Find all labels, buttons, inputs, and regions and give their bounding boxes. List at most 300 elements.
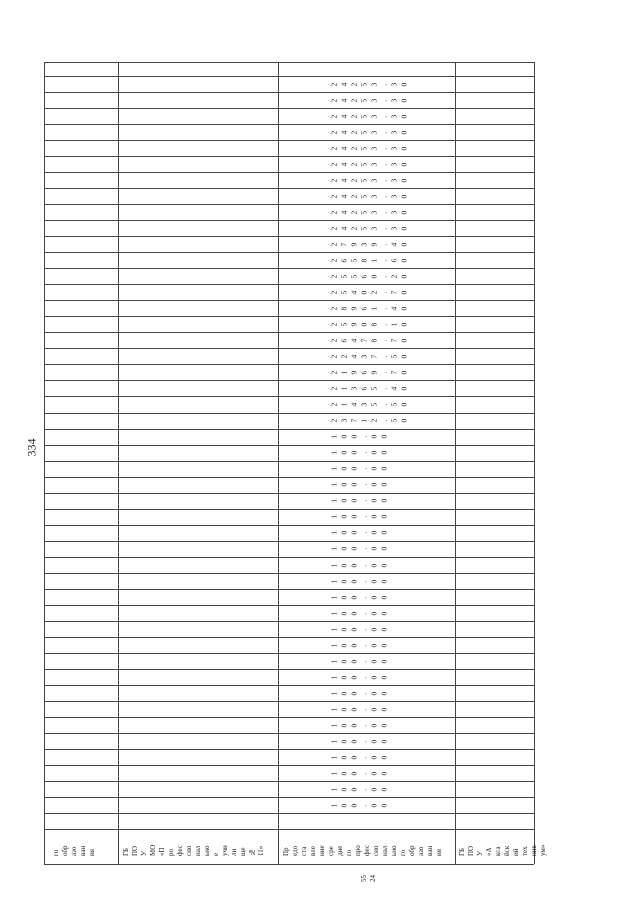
cell-char: 0 bbox=[339, 739, 349, 744]
cell-char: . bbox=[379, 323, 389, 326]
cell-char: 0 bbox=[369, 563, 379, 568]
row-separator bbox=[44, 461, 534, 462]
cell-char: . bbox=[359, 516, 369, 519]
cell-char: 3 bbox=[339, 419, 349, 423]
header-text: ГБ bbox=[458, 847, 466, 856]
header-text: У bbox=[140, 851, 148, 856]
table-cell-value bbox=[330, 77, 408, 92]
cell-char: 0 bbox=[349, 691, 359, 696]
cell-char: 1 bbox=[329, 739, 339, 744]
cell-char: 0 bbox=[369, 515, 379, 519]
table-cell-value bbox=[330, 638, 388, 653]
cell-char: 7 bbox=[359, 338, 369, 343]
row-separator bbox=[44, 669, 534, 670]
header-text: Пр bbox=[282, 847, 290, 856]
row-separator bbox=[44, 749, 534, 750]
cell-char: 0 bbox=[379, 499, 389, 503]
cell-char: 0 bbox=[349, 643, 359, 648]
table-cell-value bbox=[330, 173, 408, 188]
cell-char: 2 bbox=[349, 98, 359, 103]
cell-char: 8 bbox=[359, 258, 369, 263]
table-cell-value bbox=[330, 542, 388, 557]
row-separator bbox=[44, 653, 534, 654]
row-separator bbox=[44, 140, 534, 141]
cell-char: . bbox=[379, 115, 389, 118]
cell-char: 0 bbox=[349, 755, 359, 760]
cell-char: 0 bbox=[369, 675, 379, 680]
row-separator bbox=[44, 92, 534, 93]
cell-char: 0 bbox=[339, 627, 349, 632]
cell-char: 5 bbox=[359, 162, 369, 167]
cell-char: 4 bbox=[339, 178, 349, 183]
cell-char: 1 bbox=[339, 371, 349, 375]
header-text: ван bbox=[426, 845, 434, 856]
header-text: ПО bbox=[467, 845, 475, 856]
cell-char: . bbox=[359, 596, 369, 599]
cell-char: 5 bbox=[339, 274, 349, 279]
table-cell-value bbox=[330, 237, 408, 252]
cell-char: 7 bbox=[339, 242, 349, 247]
header-text: «П bbox=[158, 847, 166, 856]
cell-char: 0 bbox=[339, 547, 349, 551]
header-text: йск bbox=[503, 845, 511, 856]
cell-char: 1 bbox=[329, 659, 339, 664]
cell-char: 0 bbox=[369, 691, 379, 696]
cell-char: 0 bbox=[399, 194, 409, 199]
header-text: сре bbox=[327, 846, 335, 856]
cell-char: 0 bbox=[399, 226, 409, 231]
cell-char: 5 bbox=[359, 98, 369, 103]
cell-char: 0 bbox=[349, 611, 359, 616]
row-separator bbox=[44, 685, 534, 686]
cell-char: . bbox=[379, 371, 389, 374]
table-cell-value bbox=[330, 622, 388, 637]
cell-char: 0 bbox=[369, 611, 379, 616]
header-text: го bbox=[52, 849, 60, 856]
row-separator bbox=[44, 637, 534, 638]
cell-char: 2 bbox=[329, 114, 339, 119]
cell-char: 0 bbox=[349, 451, 359, 455]
cell-char: 1 bbox=[329, 531, 339, 535]
cell-char: 0 bbox=[339, 787, 349, 792]
cell-char: 1 bbox=[329, 643, 339, 648]
cell-char: 0 bbox=[349, 723, 359, 728]
column-line bbox=[455, 62, 456, 864]
cell-char: 0 bbox=[369, 547, 379, 551]
cell-char: . bbox=[379, 355, 389, 358]
cell-char: . bbox=[359, 644, 369, 647]
row-separator bbox=[44, 396, 534, 397]
cell-char: 2 bbox=[349, 146, 359, 151]
cell-char: 0 bbox=[349, 659, 359, 664]
table-cell-value bbox=[330, 414, 408, 429]
row-separator bbox=[44, 429, 534, 430]
cell-char: 1 bbox=[329, 723, 339, 728]
cell-char: . bbox=[359, 660, 369, 663]
cell-char: 0 bbox=[379, 659, 389, 664]
header-text: ли bbox=[230, 848, 238, 856]
cell-char: 1 bbox=[389, 322, 399, 327]
header-text: ия bbox=[88, 849, 96, 856]
cell-char: 2 bbox=[349, 82, 359, 87]
cell-char: 2 bbox=[349, 210, 359, 215]
cell-char: . bbox=[379, 387, 389, 390]
table-cell-value bbox=[330, 478, 388, 493]
header-text: ьно bbox=[203, 845, 211, 856]
row-separator bbox=[44, 525, 534, 526]
cell-char: 0 bbox=[369, 739, 379, 744]
cell-char: 9 bbox=[349, 371, 359, 375]
cell-char: 0 bbox=[369, 531, 379, 535]
header-text: обр bbox=[61, 845, 69, 856]
header-text: ум» bbox=[539, 844, 547, 856]
header-text: дне bbox=[336, 845, 344, 856]
cell-char: 0 bbox=[399, 258, 409, 263]
cell-char: 7 bbox=[389, 371, 399, 375]
row-separator bbox=[44, 813, 534, 814]
table-cell-value bbox=[330, 430, 388, 445]
cell-char: 4 bbox=[349, 355, 359, 359]
header-text: ий bbox=[512, 848, 520, 856]
header-text: ние bbox=[318, 845, 326, 856]
cell-char: 4 bbox=[339, 162, 349, 167]
cell-char: . bbox=[379, 227, 389, 230]
cell-char: . bbox=[359, 500, 369, 503]
row-separator bbox=[44, 589, 534, 590]
cell-char: 0 bbox=[369, 499, 379, 503]
cell-char: 0 bbox=[349, 739, 359, 744]
table-cell-value bbox=[330, 494, 388, 509]
cell-char: 0 bbox=[339, 691, 349, 696]
cell-char: 0 bbox=[339, 579, 349, 584]
cell-char: 0 bbox=[399, 371, 409, 375]
cell-char: . bbox=[359, 628, 369, 631]
cell-char: 0 bbox=[399, 210, 409, 215]
cell-char: 1 bbox=[339, 387, 349, 391]
cell-char: . bbox=[359, 740, 369, 743]
header-text: обр bbox=[408, 845, 416, 856]
cell-char: 6 bbox=[359, 306, 369, 311]
cell-char: 3 bbox=[389, 178, 399, 183]
cell-char: 3 bbox=[389, 210, 399, 215]
header-text: кса bbox=[494, 846, 502, 856]
table-cell-value bbox=[330, 125, 408, 140]
cell-char: 6 bbox=[359, 371, 369, 375]
cell-char: 1 bbox=[339, 403, 349, 407]
cell-char: 0 bbox=[369, 579, 379, 584]
cell-char: 2 bbox=[339, 355, 349, 359]
cell-char: 5 bbox=[389, 419, 399, 423]
cell-char: 0 bbox=[349, 563, 359, 568]
cell-char: 0 bbox=[379, 803, 389, 808]
cell-char: 5 bbox=[359, 146, 369, 151]
row-separator bbox=[44, 316, 534, 317]
cell-char: 5 bbox=[389, 355, 399, 359]
header-text: ван bbox=[79, 845, 87, 856]
table-cell-value bbox=[330, 381, 408, 396]
header-text: 11» bbox=[257, 845, 265, 856]
col-header-1 bbox=[52, 820, 97, 856]
cell-char: 0 bbox=[399, 98, 409, 103]
table-cell-value bbox=[330, 109, 408, 124]
cell-char: 0 bbox=[369, 723, 379, 728]
cell-char: 0 bbox=[399, 178, 409, 183]
cell-char: 3 bbox=[369, 114, 379, 119]
header-text: № bbox=[248, 848, 256, 856]
col-header-2 bbox=[122, 820, 266, 856]
cell-char: 0 bbox=[349, 595, 359, 600]
cell-char: 0 bbox=[399, 403, 409, 407]
cell-char: 3 bbox=[369, 226, 379, 231]
cell-char: . bbox=[379, 147, 389, 150]
cell-char: 0 bbox=[369, 467, 379, 471]
cell-char: 9 bbox=[369, 371, 379, 375]
cell-char: 5 bbox=[359, 130, 369, 135]
cell-char: 0 bbox=[349, 787, 359, 792]
cell-char: . bbox=[379, 179, 389, 182]
cell-char: 1 bbox=[329, 611, 339, 616]
cell-char: 0 bbox=[399, 146, 409, 151]
row-separator bbox=[44, 284, 534, 285]
cell-char: 0 bbox=[369, 787, 379, 792]
row-separator bbox=[44, 781, 534, 782]
cell-char: 2 bbox=[329, 387, 339, 391]
cell-char: 6 bbox=[359, 387, 369, 391]
cell-char: . bbox=[379, 275, 389, 278]
cell-char: 4 bbox=[389, 387, 399, 391]
cell-char: . bbox=[359, 548, 369, 551]
cell-char: 5 bbox=[359, 82, 369, 87]
cell-char: 2 bbox=[329, 226, 339, 231]
cell-char: 0 bbox=[349, 771, 359, 776]
cell-char: 0 bbox=[379, 723, 389, 728]
row-separator bbox=[44, 701, 534, 702]
cell-char: 5 bbox=[359, 210, 369, 215]
cell-char: 3 bbox=[369, 82, 379, 87]
cell-char: 0 bbox=[369, 595, 379, 600]
cell-char: 3 bbox=[369, 194, 379, 199]
cell-char: 5 bbox=[359, 194, 369, 199]
cell-char: . bbox=[379, 211, 389, 214]
table-cell-value bbox=[330, 558, 388, 573]
cell-char: 0 bbox=[379, 435, 389, 439]
table-cell-value bbox=[330, 333, 408, 348]
cell-char: 3 bbox=[389, 146, 399, 151]
cell-char: 6 bbox=[359, 274, 369, 279]
cell-char: 7 bbox=[389, 338, 399, 343]
cell-char: 2 bbox=[349, 130, 359, 135]
table-cell-value bbox=[330, 301, 408, 316]
cell-char: 0 bbox=[359, 290, 369, 295]
cell-char: 9 bbox=[349, 306, 359, 311]
cell-char: 0 bbox=[399, 242, 409, 247]
table-cell-value bbox=[330, 702, 388, 717]
cell-char: 2 bbox=[349, 194, 359, 199]
cell-char: 6 bbox=[389, 258, 399, 263]
cell-char: . bbox=[359, 468, 369, 470]
cell-char: 5 bbox=[369, 387, 379, 391]
cell-char: 0 bbox=[379, 467, 389, 471]
cell-char: 2 bbox=[329, 178, 339, 183]
table-cell-value bbox=[330, 526, 388, 541]
row-separator bbox=[44, 268, 534, 269]
cell-char: 2 bbox=[329, 419, 339, 423]
cell-char: 5 bbox=[359, 114, 369, 119]
cell-char: 7 bbox=[389, 290, 399, 295]
cell-char: 4 bbox=[349, 290, 359, 295]
cell-char: 5 bbox=[359, 178, 369, 183]
header-text: нал bbox=[194, 845, 202, 856]
cell-char: 0 bbox=[339, 451, 349, 455]
cell-char: . bbox=[359, 484, 369, 486]
column-line bbox=[118, 62, 119, 864]
cell-char: 4 bbox=[339, 210, 349, 215]
cell-char: 0 bbox=[339, 595, 349, 600]
table-cell-value bbox=[330, 317, 408, 332]
cell-char: 4 bbox=[339, 82, 349, 87]
row-separator bbox=[44, 477, 534, 478]
table-cell-value bbox=[330, 93, 408, 108]
header-text: нал bbox=[381, 845, 389, 856]
cell-char: . bbox=[379, 83, 389, 86]
cell-char: 8 bbox=[369, 322, 379, 327]
cell-char: 2 bbox=[329, 403, 339, 407]
cell-char: . bbox=[379, 420, 389, 422]
cell-char: . bbox=[359, 564, 369, 567]
cell-char: 3 bbox=[359, 242, 369, 247]
cell-char: . bbox=[359, 772, 369, 775]
row-separator bbox=[44, 380, 534, 381]
cell-char: 1 bbox=[329, 579, 339, 584]
header-text: тех bbox=[521, 846, 529, 856]
cell-char: 7 bbox=[349, 419, 359, 423]
header-text: сио bbox=[372, 845, 380, 856]
cell-char: 0 bbox=[339, 675, 349, 680]
table-cell-value bbox=[330, 189, 408, 204]
cell-char: 8 bbox=[369, 338, 379, 343]
cell-char: 0 bbox=[349, 579, 359, 584]
table-cell-value bbox=[330, 157, 408, 172]
row-separator bbox=[44, 445, 534, 446]
cell-char: 4 bbox=[349, 403, 359, 407]
table-cell-value bbox=[330, 462, 388, 477]
cell-char: 4 bbox=[389, 242, 399, 247]
cell-char: 2 bbox=[369, 419, 379, 423]
cell-char: 0 bbox=[379, 595, 389, 600]
cell-char: 0 bbox=[349, 627, 359, 632]
cell-char: 3 bbox=[369, 162, 379, 167]
cell-char: 1 bbox=[329, 483, 339, 487]
row-separator bbox=[44, 348, 534, 349]
row-separator bbox=[44, 733, 534, 734]
cell-char: 0 bbox=[349, 675, 359, 680]
cell-char: 0 bbox=[349, 547, 359, 551]
cell-char: 0 bbox=[339, 643, 349, 648]
cell-char: 0 bbox=[349, 707, 359, 712]
table-cell-value bbox=[330, 750, 388, 765]
cell-char: . bbox=[359, 676, 369, 679]
row-separator bbox=[44, 172, 534, 173]
row-separator bbox=[44, 364, 534, 365]
cell-char: 1 bbox=[329, 787, 339, 792]
cell-char: 0 bbox=[399, 355, 409, 359]
row-separator bbox=[44, 621, 534, 622]
cell-char: 0 bbox=[399, 290, 409, 295]
cell-char: 2 bbox=[329, 371, 339, 375]
cell-char: 1 bbox=[329, 675, 339, 680]
row-separator bbox=[44, 220, 534, 221]
table-cell-value bbox=[330, 349, 408, 364]
cell-char: 0 bbox=[369, 483, 379, 487]
cell-char: 0 bbox=[339, 515, 349, 519]
table-cell-value bbox=[330, 221, 408, 236]
cell-char: 3 bbox=[359, 355, 369, 359]
cell-char: 0 bbox=[339, 483, 349, 487]
cell-char: 0 bbox=[399, 130, 409, 135]
cell-char: 0 bbox=[379, 771, 389, 776]
cell-char: 1 bbox=[329, 771, 339, 776]
header-text: 24 bbox=[369, 875, 377, 882]
cell-char: 0 bbox=[359, 322, 369, 327]
cell-char: 0 bbox=[349, 483, 359, 487]
cell-char: 0 bbox=[369, 274, 379, 279]
cell-char: 8 bbox=[339, 306, 349, 311]
cell-char: 0 bbox=[379, 707, 389, 712]
cell-char: 9 bbox=[349, 322, 359, 327]
cell-char: 0 bbox=[369, 659, 379, 664]
cell-char: 2 bbox=[329, 82, 339, 87]
table-cell-value bbox=[330, 253, 408, 268]
cell-char: 3 bbox=[389, 194, 399, 199]
cell-char: 0 bbox=[349, 467, 359, 471]
cell-char: . bbox=[359, 788, 369, 791]
cell-char: 2 bbox=[349, 162, 359, 167]
cell-char: 2 bbox=[329, 338, 339, 343]
cell-char: 5 bbox=[349, 258, 359, 263]
cell-char: 2 bbox=[329, 274, 339, 279]
row-separator bbox=[44, 493, 534, 494]
cell-char: 2 bbox=[329, 322, 339, 327]
cell-char: . bbox=[359, 804, 369, 807]
table-cell-value bbox=[330, 141, 408, 156]
table-cell-value bbox=[330, 510, 388, 525]
cell-char: 0 bbox=[339, 499, 349, 503]
row-separator bbox=[44, 124, 534, 125]
cell-char: 0 bbox=[349, 515, 359, 519]
cell-char: 0 bbox=[379, 675, 389, 680]
cell-char: 2 bbox=[329, 98, 339, 103]
cell-char: 0 bbox=[339, 531, 349, 535]
cell-char: 2 bbox=[329, 355, 339, 359]
cell-char: 0 bbox=[399, 387, 409, 391]
row-separator bbox=[44, 717, 534, 718]
cell-char: 0 bbox=[399, 306, 409, 311]
cell-char: 0 bbox=[379, 483, 389, 487]
cell-char: . bbox=[379, 99, 389, 102]
cell-char: . bbox=[359, 452, 369, 454]
cell-char: . bbox=[359, 580, 369, 583]
cell-char: 0 bbox=[339, 611, 349, 616]
cell-char: 4 bbox=[339, 114, 349, 119]
cell-char: . bbox=[379, 243, 389, 246]
header-text: вле bbox=[309, 846, 317, 856]
header-text: фес bbox=[363, 845, 371, 856]
cell-char: 2 bbox=[369, 290, 379, 295]
cell-char: 2 bbox=[329, 130, 339, 135]
header-text: учи bbox=[221, 845, 229, 856]
cell-char: 0 bbox=[339, 563, 349, 568]
cell-char: 1 bbox=[359, 419, 369, 423]
